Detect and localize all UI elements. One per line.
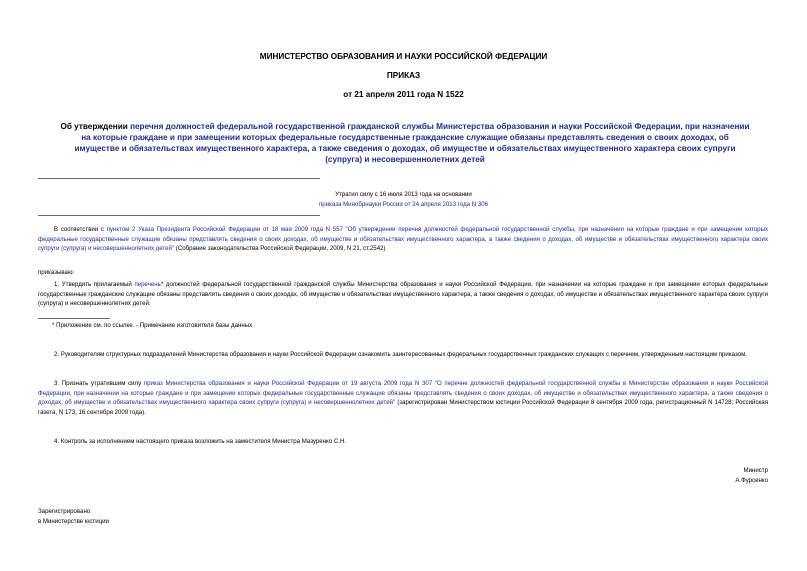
status-line: Утратил силу с 16 июля 2013 года на основании xyxy=(335,191,472,198)
preamble-link[interactable]: пунктом 2 Указа Президента Российской Федерации от 18 мая 2009 года N 557 "Об утверждении перечня должностей федеральной государственной службы, при назначении на которые граждане и при замещении которых федеральные государственные служащие обязаны представлять сведения о своих доходах, об имуществе и обязательствах имущественного характера, а также сведения о доходах, об имуществе и обязательствах имущественного характера своих супруги (супруга) и несовершеннолетних детей" xyxy=(38,226,769,253)
item-1-text-end: * должностей федеральной государственной гражданской службы Министерства образования и науки Российской Федерации, при назначении на которые граждане и при замещении которых федеральные государственные гражданские служащие обязаны представлять сведения о своих доходах, об имуществе и обязательствах имущественного характера, а также сведения о доходах, об имуществе и обязательствах имущественного характера своих супруги (супруга) и несовершеннолетних детей. xyxy=(38,281,769,308)
registration-line-2: в Министерстве юстиции xyxy=(38,518,109,525)
item-3-link[interactable]: приказ Министерства образования и науки Российской Федерации от 19 августа 2009 года N 307 "О перечне должностей федеральной государственной службы в Министерстве образования и науки Российской Федерации, при назначении на которые граждане и при замещении которых федеральные государственные служащие обязаны представлять сведения о своих доходах, об имуществе и обязательствах имущественного характера, а также сведения о доходах, об имуществе и обязательствах имущественного характера своих супруги (супруга) и несовершеннолетних детей" xyxy=(38,380,768,407)
item-1-link[interactable]: перечень xyxy=(134,281,161,288)
separator-bottom xyxy=(38,215,320,216)
status-link[interactable]: приказа Минобрнауки России от 24 апреля 2013 года N 306 xyxy=(319,201,488,208)
preamble-text-end: (Собрание законодательства Российской Федерации, 2009, N 21, ст.2542) xyxy=(174,245,386,253)
signature-name: А.Фурсенко xyxy=(735,477,768,484)
item-4-paragraph: 4. Контроль за исполнением настоящего приказа возложить на заместителя Министра Мазуренко С.Н. xyxy=(54,438,347,445)
footnote-rule xyxy=(38,318,110,319)
preamble-text-start: В соответствии с xyxy=(54,226,107,233)
registration-line-1: Зарегистрировано xyxy=(38,508,91,515)
item-1-text-start: 1. Утвердить прилагаемый xyxy=(54,281,135,288)
item-1-paragraph xyxy=(38,280,768,309)
item-2-paragraph: 2. Руководителям структурных подразделений Министерства образования и науки Российской Федерации ознакомить заинтересованных федеральных государственных гражданских служащих с перечнем, утвержденным настоящим приказом. xyxy=(54,351,747,358)
title-prefix: Об утверждении xyxy=(60,122,131,131)
item-3-paragraph xyxy=(38,379,768,417)
document-title xyxy=(60,121,750,165)
signature-position: Министр xyxy=(743,467,768,474)
ministry-heading: МИНИСТЕРСТВО ОБРАЗОВАНИЯ И НАУКИ РОССИЙСКОЙ ФЕДЕРАЦИИ xyxy=(259,52,548,61)
title-link[interactable]: перечня должностей федеральной государственной гражданской службы Министерства образования и науки Российской Федерации, при назначении на которые граждане и при замещении которых федеральные государственные гражданские служащие обязаны представлять сведения о своих доходах, об имуществе и обязательствах имущественного характера, а также сведения о доходах, об имуществе и обязательствах имущественного характера своих супруги (супруга) и несовершеннолетних детей xyxy=(74,122,750,164)
separator-top xyxy=(38,178,320,179)
prikazyvayu-text: приказываю: xyxy=(38,269,75,276)
date-number-heading: от 21 апреля 2011 года N 1522 xyxy=(343,90,464,99)
item-3-text-start: 3. Признать утратившим силу xyxy=(54,380,144,387)
footnote-text: * Приложение см. по ссылке. - Примечание изготовителя базы данных. xyxy=(52,322,254,329)
item-3-text-end: (зарегистрирован Министерством юстиции Российской Федерации 8 сентября 2009 года, регистрационный N 14728; Российская газета, N 173, 16 сентября 2009 года). xyxy=(38,399,768,416)
preamble-paragraph xyxy=(38,225,768,254)
doc-type-heading: ПРИКАЗ xyxy=(386,71,421,80)
